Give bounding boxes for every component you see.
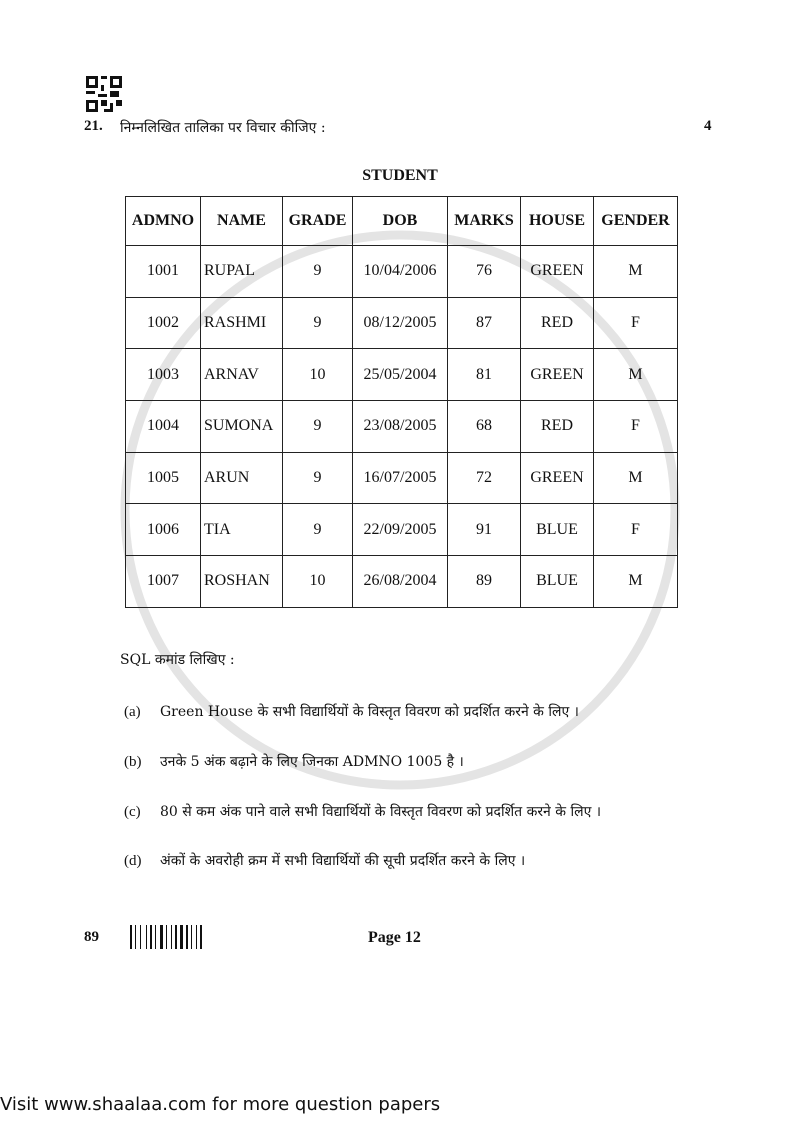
- part-text: Green House के सभी विद्यार्थियों के विस्तृत विवरण को प्रदर्शित करने के लिए ।: [160, 704, 579, 720]
- table-cell: F: [594, 504, 678, 556]
- part-text: 80 से कम अंक पाने वाले सभी विद्यार्थियों के विस्तृत विवरण को प्रदर्शित करने के लिए ।: [160, 804, 602, 820]
- table-row: [126, 349, 678, 401]
- table-cell: 87: [448, 297, 521, 349]
- table-cell: TIA: [201, 504, 283, 556]
- table-header-row: [126, 197, 678, 246]
- paper-code: 89: [84, 929, 99, 945]
- question-text: निम्नलिखित तालिका पर विचार कीजिए :: [120, 120, 326, 136]
- table-body: [126, 246, 678, 608]
- part-label: (c): [124, 804, 141, 820]
- site-footer: Visit www.shaalaa.com for more question papers: [0, 1094, 441, 1115]
- column-header: GENDER: [594, 197, 678, 246]
- part-a: [124, 702, 764, 722]
- table-cell: 1004: [126, 401, 201, 453]
- table-cell: 10: [283, 349, 353, 401]
- table-row: [126, 452, 678, 504]
- barcode-icon: [130, 925, 222, 949]
- page-number: Page 12: [368, 929, 421, 946]
- student-table: [125, 196, 678, 608]
- column-header: MARKS: [448, 197, 521, 246]
- table-cell: 26/08/2004: [353, 556, 448, 608]
- table-cell: 1007: [126, 556, 201, 608]
- table-cell: M: [594, 556, 678, 608]
- table-cell: 9: [283, 246, 353, 298]
- table-cell: 10: [283, 556, 353, 608]
- part-c: [124, 802, 764, 822]
- table-cell: ROSHAN: [201, 556, 283, 608]
- table-cell: 10/04/2006: [353, 246, 448, 298]
- table-cell: RED: [521, 297, 594, 349]
- part-label: (d): [124, 853, 142, 869]
- table-cell: 68: [448, 401, 521, 453]
- table-cell: 1001: [126, 246, 201, 298]
- table-cell: BLUE: [521, 504, 594, 556]
- table-row: [126, 246, 678, 298]
- column-header: HOUSE: [521, 197, 594, 246]
- question-marks: 4: [704, 118, 712, 134]
- table-cell: RASHMI: [201, 297, 283, 349]
- sql-instruction: SQL कमांड लिखिए :: [120, 652, 235, 668]
- table-cell: 89: [448, 556, 521, 608]
- table-cell: 1002: [126, 297, 201, 349]
- table-cell: RUPAL: [201, 246, 283, 298]
- table-cell: SUMONA: [201, 401, 283, 453]
- table-cell: 9: [283, 401, 353, 453]
- part-label: (b): [124, 754, 142, 770]
- table-cell: 22/09/2005: [353, 504, 448, 556]
- part-text: उनके 5 अंक बढ़ाने के लिए जिनका ADMNO 1005 है ।: [160, 754, 464, 770]
- table-cell: 1006: [126, 504, 201, 556]
- question-number: 21.: [84, 118, 103, 134]
- table-cell: 81: [448, 349, 521, 401]
- table-cell: 76: [448, 246, 521, 298]
- column-header: GRADE: [283, 197, 353, 246]
- table-cell: 1005: [126, 452, 201, 504]
- table-cell: 9: [283, 452, 353, 504]
- column-header: DOB: [353, 197, 448, 246]
- table-cell: F: [594, 401, 678, 453]
- table-title: STUDENT: [362, 167, 438, 184]
- table-cell: GREEN: [521, 452, 594, 504]
- table-cell: 9: [283, 297, 353, 349]
- table-row: [126, 504, 678, 556]
- table-cell: 23/08/2005: [353, 401, 448, 453]
- part-label: (a): [124, 704, 141, 720]
- table-cell: ARNAV: [201, 349, 283, 401]
- part-b: [124, 752, 764, 772]
- table-cell: F: [594, 297, 678, 349]
- table-cell: 91: [448, 504, 521, 556]
- table-cell: 72: [448, 452, 521, 504]
- table-cell: ARUN: [201, 452, 283, 504]
- table-cell: M: [594, 246, 678, 298]
- column-header: ADMNO: [126, 197, 201, 246]
- table-cell: 25/05/2004: [353, 349, 448, 401]
- table-cell: 9: [283, 504, 353, 556]
- table-cell: 08/12/2005: [353, 297, 448, 349]
- table-row: [126, 556, 678, 608]
- part-d: [124, 851, 764, 871]
- table-cell: RED: [521, 401, 594, 453]
- column-header: NAME: [201, 197, 283, 246]
- table-row: [126, 297, 678, 349]
- part-text: अंकों के अवरोही क्रम में सभी विद्यार्थियों की सूची प्रदर्शित करने के लिए ।: [160, 853, 526, 869]
- table-cell: GREEN: [521, 246, 594, 298]
- qr-code-icon: [86, 76, 122, 112]
- table-row: [126, 401, 678, 453]
- table-cell: BLUE: [521, 556, 594, 608]
- table-cell: GREEN: [521, 349, 594, 401]
- table-cell: M: [594, 452, 678, 504]
- table-cell: 1003: [126, 349, 201, 401]
- table-cell: 16/07/2005: [353, 452, 448, 504]
- table-cell: M: [594, 349, 678, 401]
